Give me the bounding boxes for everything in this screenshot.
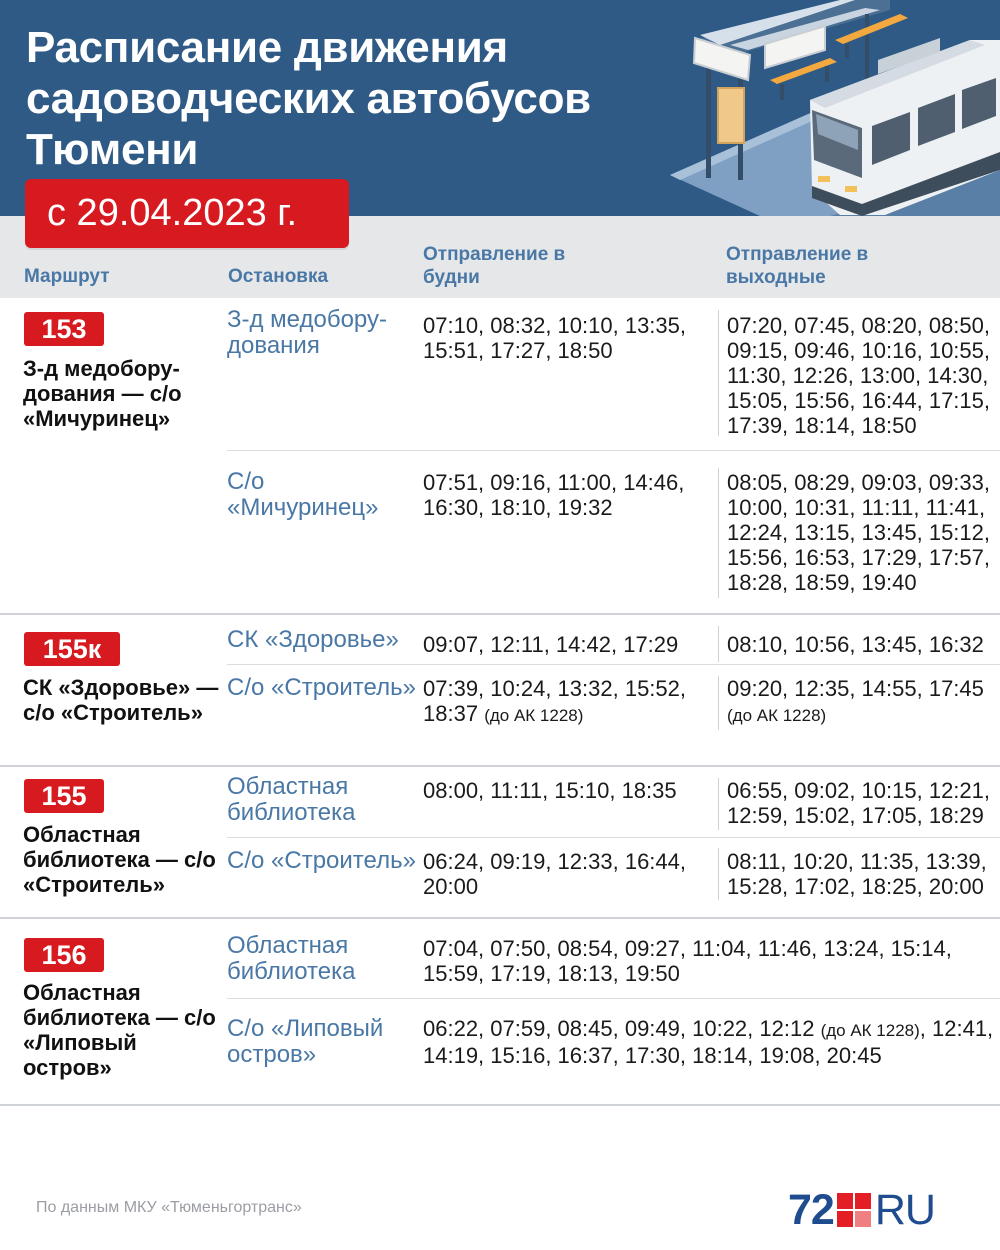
column-header-stop: Остановка <box>228 266 329 287</box>
all-days-times <box>423 1016 998 1068</box>
column-divider <box>718 468 719 598</box>
route-number-badge: 155к <box>24 632 120 666</box>
logo-number: 72 <box>788 1186 834 1234</box>
all-days-times-b: , 12:41, 14:19, 15:16, 16:37, 17:30, 18:14, 19:08, 20:45 <box>423 1016 994 1068</box>
route-divider <box>0 613 1000 615</box>
column-header-weekend: Отправление в выходные <box>726 244 869 288</box>
weekday-times: 07:51, 09:16, 11:00, 14:46, 16:30, 18:10, 19:32 <box>423 470 685 520</box>
page-title <box>26 22 706 175</box>
weekend-times <box>727 676 995 728</box>
weekend-times: 08:11, 10:20, 11:35, 13:39, 15:28, 17:02, 18:25, 20:00 <box>727 849 987 899</box>
route-divider <box>0 1104 1000 1106</box>
column-divider <box>718 310 719 436</box>
weekday-times: 08:00, 11:11, 15:10, 18:35 <box>423 778 677 803</box>
title-line-1: Расписание движения <box>26 23 508 72</box>
bus-stop-illustration <box>640 0 1000 216</box>
weekday-times-text: 07:39, 10:24, 13:32, 15:52, 18:37 <box>423 676 687 726</box>
all-days-times: 07:04, 07:50, 08:54, 09:27, 11:04, 11:46, 13:24, 15:14, 15:59, 17:19, 18:13, 19:50 <box>423 936 952 986</box>
title-line-3: Тюмени <box>26 125 199 174</box>
stop-name: З-д медобору-дования <box>227 306 387 359</box>
column-divider <box>718 676 719 730</box>
route-name: З-д медобору-дования — с/о «Мичуринец» <box>23 356 182 431</box>
stop-name: С/о «Строитель» <box>227 674 416 701</box>
weekend-times: 07:20, 07:45, 08:20, 08:50, 09:15, 09:46, 10:16, 10:55, 11:30, 12:26, 13:00, 14:30, 15:05, 15:56, 16:44, 17:15, 17:39, 18:14, 18:50 <box>727 313 991 438</box>
stop-name: С/о «Строитель» <box>227 847 416 874</box>
weekend-times: 06:55, 09:02, 10:15, 12:21, 12:59, 15:02, 17:05, 18:29 <box>727 778 991 828</box>
route-name: Областная библиотека — с/о «Строитель» <box>23 822 216 897</box>
stop-name: С/о «Липовый остров» <box>227 1015 384 1068</box>
weekday-times: 07:10, 08:32, 10:10, 13:35, 15:51, 17:27, 18:50 <box>423 313 687 363</box>
column-header-weekday: Отправление в будни <box>423 244 566 288</box>
row-divider <box>227 837 1000 838</box>
title-line-2: садоводческих автобусов <box>26 74 591 123</box>
row-divider <box>227 998 1000 999</box>
72ru-logo <box>788 1187 935 1233</box>
route-name: Областная библиотека — с/о «Липовый остров» <box>23 980 216 1080</box>
weekend-times-text: 09:20, 12:35, 14:55, 17:45 <box>727 676 984 701</box>
row-divider <box>227 664 1000 665</box>
column-divider <box>718 626 719 662</box>
data-source-note: По данным МКУ «Тюменьгортранс» <box>36 1199 302 1216</box>
weekday-note: (до АК 1228) <box>484 706 584 725</box>
column-divider <box>718 778 719 830</box>
route-number-badge: 155 <box>24 779 104 813</box>
weekend-times: 08:10, 10:56, 13:45, 16:32 <box>727 632 984 657</box>
weekend-times: 08:05, 08:29, 09:03, 09:33, 10:00, 10:31, 11:11, 11:41, 12:24, 13:15, 13:45, 15:12, 15:56, 16:53, 17:29, 17:57, 18:28, 18:59, 19:40 <box>727 470 991 595</box>
weekend-note: (до АК 1228) <box>727 706 827 725</box>
weekday-times <box>423 676 708 728</box>
all-days-note: (до АК 1228) <box>820 1021 920 1040</box>
row-divider <box>227 450 1000 451</box>
route-divider <box>0 917 1000 919</box>
stop-name: СК «Здоровье» <box>227 626 399 653</box>
route-divider <box>0 765 1000 767</box>
logo-squares-icon <box>837 1193 871 1227</box>
route-name: СК «Здоровье» — с/о «Строитель» <box>23 675 219 725</box>
route-number-badge: 153 <box>24 312 104 346</box>
column-divider <box>718 848 719 900</box>
weekday-times: 09:07, 12:11, 14:42, 17:29 <box>423 632 679 657</box>
stop-name: Областная библиотека <box>227 773 356 826</box>
logo-ru: RU <box>874 1186 935 1234</box>
stop-name: Областная библиотека <box>227 932 356 985</box>
stop-name: С/о «Мичуринец» <box>227 468 379 521</box>
all-days-times-a: 06:22, 07:59, 08:45, 09:49, 10:22, 12:12 <box>423 1016 815 1041</box>
column-header-route: Маршрут <box>24 266 110 287</box>
route-number-badge: 156 <box>24 938 104 972</box>
effective-date-badge: с 29.04.2023 г. <box>25 179 349 248</box>
weekday-times: 06:24, 09:19, 12:33, 16:44, 20:00 <box>423 849 687 899</box>
